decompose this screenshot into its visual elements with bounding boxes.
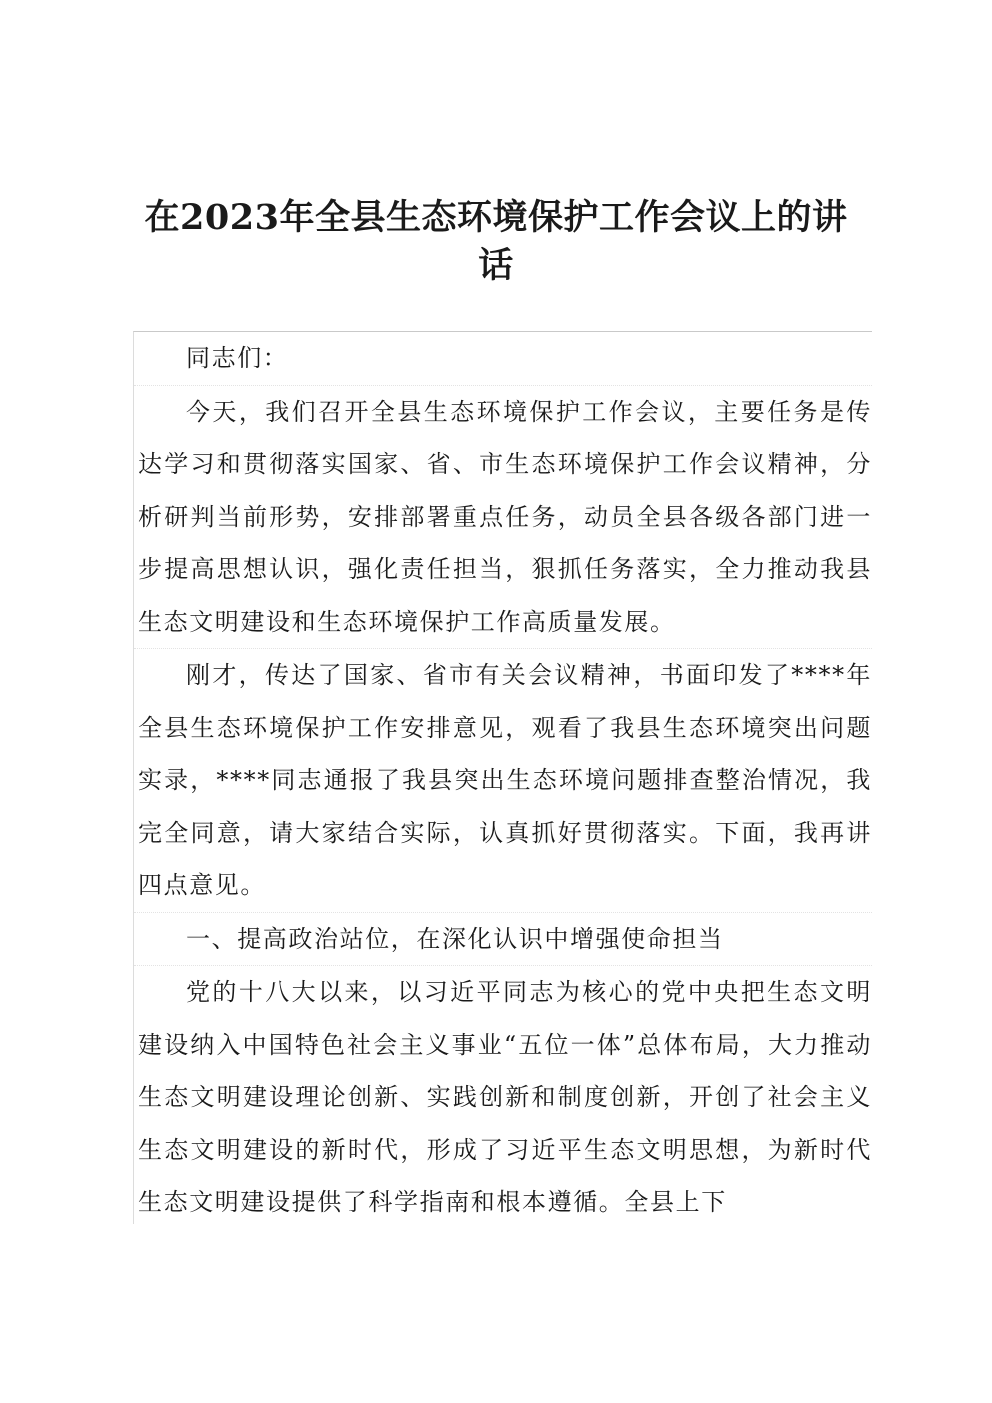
document-title (120, 195, 872, 289)
salutation: 同志们： (134, 332, 872, 386)
title-line-1: 在2023年全县生态环境保护工作会议上的讲 (144, 197, 848, 239)
paragraph-summary: 刚才，传达了国家、省市有关会议精神，书面印发了****年全县生态环境保护工作安排意见，观看了我县生态环境突出问题实录，****同志通报了我县突出生态环境问题排查整治情况，我完全同意，请大家结合实际，认真抓好贯彻落实。下面，我再讲四点意见。 (134, 649, 872, 913)
section-heading: 一、提高政治站位，在深化认识中增强使命担当 (134, 913, 872, 967)
title-line-2: 话 (478, 245, 514, 287)
document-body (133, 331, 872, 1224)
paragraph-intro: 今天，我们召开全县生态环境保护工作会议，主要任务是传达学习和贯彻落实国家、省、市生态环境保护工作会议精神，分析研判当前形势，安排部署重点任务，动员全县各级各部门进一步提高思想认识，强化责任担当，狠抓任务落实，全力推动我县生态文明建设和生态环境保护工作高质量发展。 (134, 386, 872, 650)
paragraph-section-one: 党的十八大以来，以习近平同志为核心的党中央把生态文明建设纳入中国特色社会主义事业“五位一体”总体布局，大力推动生态文明建设理论创新、实践创新和制度创新，开创了社会主义生态文明建设的新时代，形成了习近平生态文明思想，为新时代生态文明建设提供了科学指南和根本遵循。全县上下 (138, 978, 872, 1216)
